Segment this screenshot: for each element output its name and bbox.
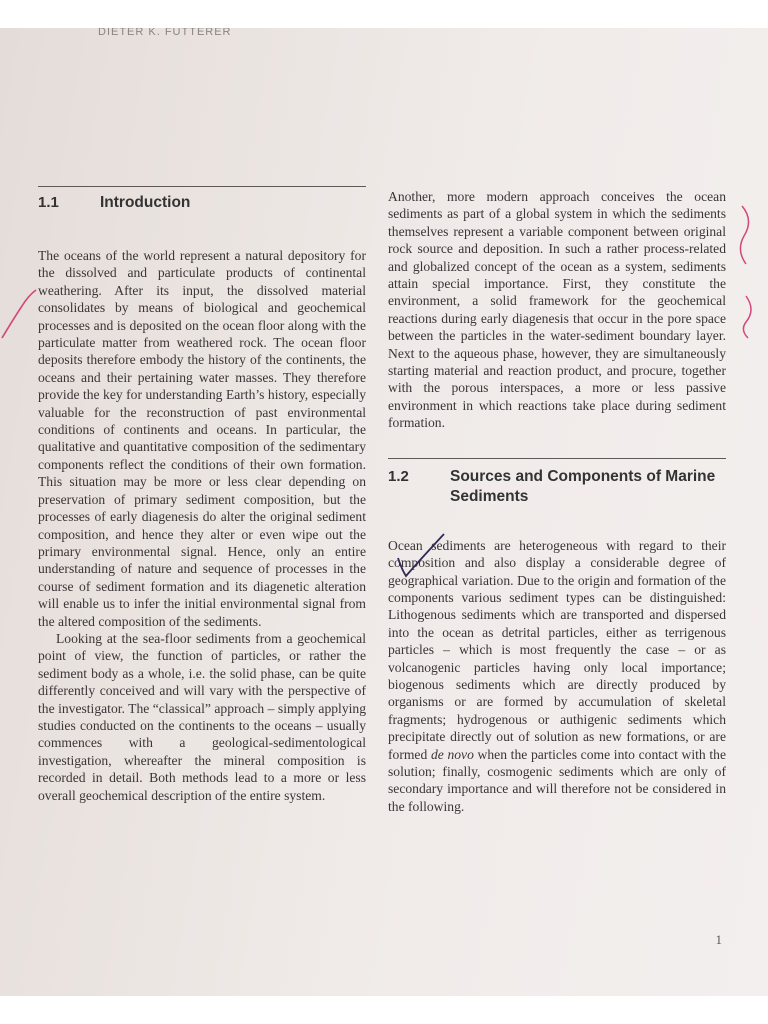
section-title: Sources and Components of Marine Sediments <box>450 467 716 505</box>
section-rule <box>388 458 726 459</box>
italic-phrase: de novo <box>430 746 474 762</box>
page-number: 1 <box>715 932 722 947</box>
left-column <box>38 186 366 804</box>
right-column <box>388 186 726 815</box>
paragraph: Another, more modern approach conceives the ocean sediments as part of a global system in which the sediments themselves represent a variable component between original rock source and deposition. In such a rather process-related and globalized concept of the ocean as a system, sediments attain special importance. First, they constitute the environment, a solid framework for the geochemical reactions during early diagenesis that occur in the pore space between the particles in the water-sediment boundary layer. Next to the aqueous phase, however, they are simultaneously starting material and reaction product, and procure, together with the porous interspaces, a more or less passive environment in which reactions take place during sediment formation. <box>388 189 726 431</box>
running-head: DIETER K. FUTTERER <box>98 28 232 38</box>
pen-bracket-right-margin <box>732 200 762 340</box>
paragraph-text: when the particles come into contact with the solution; finally, cosmogenic sediments which are only of secondary importance and will therefore not be considered in the following. <box>388 746 726 814</box>
section-rule <box>38 186 366 187</box>
section-heading-1-1 <box>38 193 366 213</box>
paragraph: The oceans of the world represent a natural depository for the dissolved and particulate products of continental weathering. After its input, the dissolved material consolidates by means of biological and geochemical processes and is deposited on the ocean floor along with the particulate matter from weathered rock. The ocean floor deposits therefore embody the history of the continents, the oceans and their pertaining water masses. They therefore provide the key for understanding Earth’s history, especially valuable for the reconstruction of past environmental conditions of continents and oceans. In particular, the qualitative and quantitative composition of the sedimentary components reflect the conditions of their own formation. This situation may be more or less clear depending on preservation of primary sediment composition, but the processes of early diagenesis do alter the original sediment composition, and hence they alter or even wipe out the primary environmental signal. Hence, only an entire understanding of nature and sequence of processes in the course of sediment formation and its diagenetic alteration will enable us to infer the initial environmental signal from the altered composition of the sediments. <box>38 248 366 629</box>
paragraph-text: Ocean sediments are heterogeneous with regard to their composition and also display a considerable degree of geographical variation. Due to the origin and formation of the components various sediment types can be distinguished: Lithogenous sediments which are transported and dispersed into the ocean as detrital particles, either as terrigenous particles – which is most frequently the case – or as volcanogenic particles having only local importance; biogenous sediments which are directly produced by organisms or are formed by accumulation of skeletal fragments; hydrogenous or authigenic sediments which precipitate directly out of solution as new formations, or are formed <box>388 537 726 762</box>
check-mark <box>396 528 452 584</box>
section-title: Introduction <box>100 194 191 211</box>
section-number: 1.2 <box>388 467 409 485</box>
paragraph: Looking at the sea-floor sediments from a geochemical point of view, the function of particles, or rather the sediment body as a whole, i.e. the solid phase, can be quite differently conceived and will vary with the perspective of the investigator. The “classical” approach – simply applying studies conducted on the continents to the oceans – usually commences with a geological-sedimentological investigation, whereafter the mineral composition is recorded in detail. Both methods lead to a more or less overall geochemical description of the entire system. <box>38 630 366 803</box>
section-number: 1.1 <box>38 194 59 211</box>
section-heading-1-2 <box>388 467 726 507</box>
scanned-page <box>0 28 768 996</box>
pen-mark-left-margin <box>0 278 40 348</box>
